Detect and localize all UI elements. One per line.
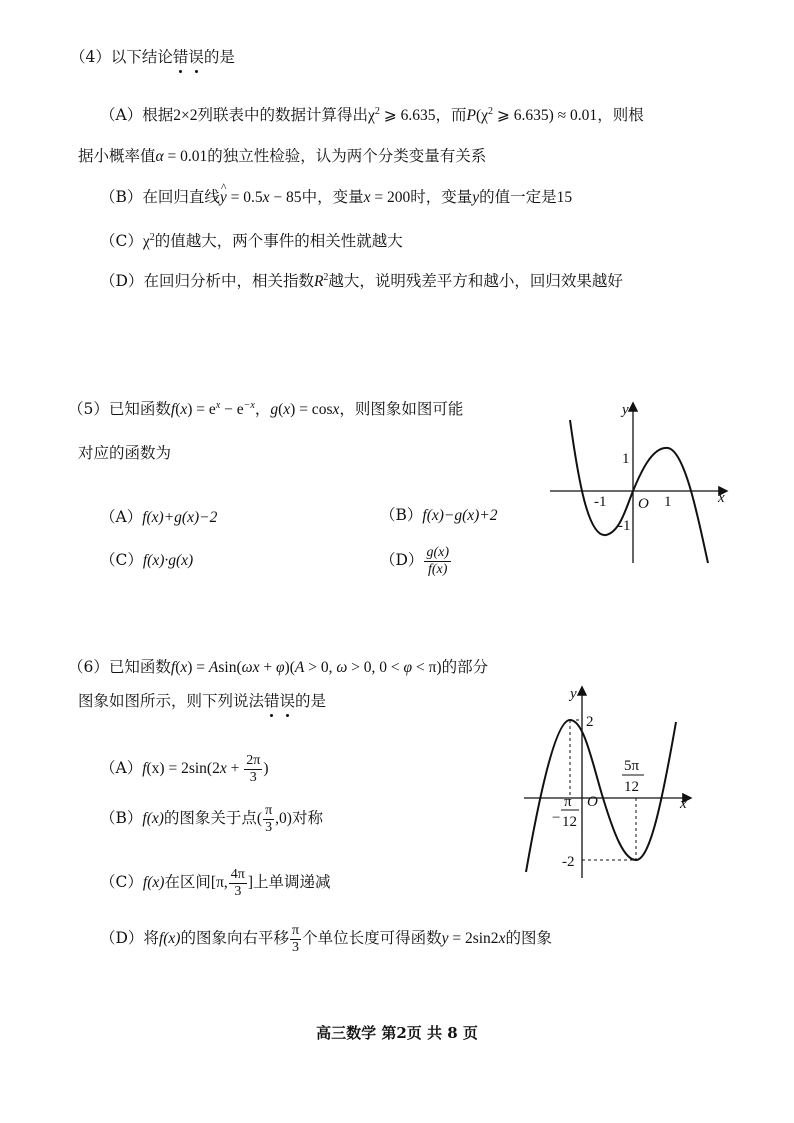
option-label: （A） (100, 508, 143, 526)
q4-option-b (100, 186, 572, 209)
math-text: sin( (218, 659, 242, 676)
math-text: ) (263, 760, 269, 777)
q5-number: （5） (68, 400, 109, 418)
q6-y-axis-label: y (570, 686, 577, 702)
q6-neg-frac-num: π (564, 794, 572, 810)
q4-stem-text: 以下结论 (110, 48, 173, 66)
q5-x-tick-pos: 1 (664, 494, 672, 510)
q5-option-b (380, 504, 498, 527)
math-superscript: 2 (488, 106, 494, 117)
math-text: ) = e (187, 401, 216, 418)
option-text: 的独立性检验，认为两个分类变量有关系 (207, 147, 487, 165)
math-text: α (155, 148, 164, 165)
math-text: (χ (475, 107, 489, 124)
option-label: （C） (100, 551, 143, 569)
q6-stem-line1 (68, 656, 488, 679)
fraction-denominator: f(x) (427, 561, 448, 577)
math-text: = 2sin2 (448, 930, 499, 947)
math-text: y (472, 189, 480, 206)
math-text: ⩾ 6.635 (379, 107, 436, 124)
math-text: ^ y (220, 187, 227, 209)
math-superscript: 2 (374, 106, 380, 117)
q6-x-axis-label: x (680, 796, 687, 812)
option-text: 在回归分析中，相关指数 (143, 272, 314, 290)
option-text: ，则根 (597, 106, 644, 124)
math-text: = 0.5 (226, 189, 263, 206)
math-text: y (441, 930, 449, 947)
math-text: ( (256, 810, 263, 827)
math-text: A (208, 659, 219, 676)
math-text: ] (247, 874, 254, 891)
option-text: 在区间 (164, 873, 211, 891)
q5-x-tick-neg: -1 (594, 494, 607, 510)
q5-stem-text: ，则图象如图可能 (339, 400, 464, 418)
option-text: 的图象向右平移 (180, 929, 289, 947)
q6-y-min-label: -2 (562, 854, 575, 870)
q6-option-c (100, 862, 331, 903)
option-text: 对称 (291, 809, 323, 827)
option-label: （D） (380, 551, 424, 569)
math-text: x (332, 401, 340, 418)
math-text: φ (403, 659, 413, 676)
math-text: f (142, 760, 147, 777)
option-text: 的值一定是 (479, 188, 557, 206)
math-superscript: 2 (323, 272, 329, 283)
q5-stem-line2 (78, 442, 171, 464)
math-text: P (466, 107, 476, 124)
fraction (290, 923, 301, 956)
q4-number: （4） (70, 48, 111, 66)
math-text: A (294, 659, 305, 676)
math-text: χ (367, 107, 375, 124)
fraction-numerator: π (291, 922, 300, 938)
q6-pos-frac-den: 12 (624, 779, 639, 795)
q6-option-d (100, 918, 552, 959)
option-text: 将 (143, 929, 159, 947)
q4-option-d (100, 270, 623, 293)
math-text: 2×2 (173, 107, 198, 124)
fraction-denominator: 3 (249, 769, 257, 785)
q4-stem (70, 46, 235, 68)
math-text: f(x)·g(x) (142, 552, 194, 569)
q6-function-graph (520, 682, 700, 882)
math-text: > 0, (304, 659, 337, 676)
math-text: + (259, 659, 276, 676)
option-text: 的图象关于点 (163, 809, 257, 827)
q6-origin-label: O (587, 794, 598, 810)
q4-option-a-line2 (78, 145, 486, 168)
fraction-numerator: π (265, 802, 273, 818)
fraction-numerator: 4π (230, 866, 245, 882)
math-text: x (283, 401, 291, 418)
fraction-denominator: 3 (292, 939, 300, 955)
option-text: 据小概率值 (78, 147, 156, 165)
math-text: ωx (241, 659, 260, 676)
q5-stem-text: 对应的函数为 (78, 444, 172, 462)
q6-number: （6） (68, 658, 109, 676)
math-text: > 0, 0 < (347, 659, 404, 676)
fraction (263, 803, 274, 836)
math-text: ⩾ 6.635) ≈ 0.01 (493, 107, 598, 124)
q5-option-a (100, 506, 217, 529)
q6-emphasis-char: 错 (264, 692, 280, 710)
option-text: 上单调递减 (253, 873, 331, 891)
math-text: (x) (147, 874, 165, 891)
math-text: (x) (163, 930, 181, 947)
option-text: 的值越大，两个事件的相关性就越大 (154, 232, 403, 250)
math-text: − 85 (269, 189, 302, 206)
math-text: 15 (556, 189, 573, 206)
math-text: f (142, 874, 148, 891)
math-text: (x) = 2sin(2 (146, 760, 220, 777)
math-text: x (180, 659, 188, 676)
q4-emphasis-char: 错 (172, 48, 189, 66)
q5-origin-label: O (638, 496, 649, 512)
math-text: − e (220, 401, 244, 418)
option-text: 个单位长度可得函数 (302, 929, 442, 947)
math-text: x (363, 189, 371, 206)
q6-neg-sign: − (552, 810, 561, 826)
math-text: ( (175, 401, 181, 418)
q5-option-c (100, 549, 193, 572)
option-label: （B） (100, 809, 143, 827)
q6-sine-curve (526, 720, 676, 872)
q6-option-a (100, 748, 268, 789)
option-text: 时，变量 (410, 188, 473, 206)
option-text: 中，变量 (301, 188, 364, 206)
fraction-numerator: 2π (246, 752, 261, 768)
fraction (244, 753, 262, 786)
q6-stem-text: 的是 (295, 692, 327, 710)
math-text: < π) (412, 659, 442, 676)
math-text: x (180, 401, 188, 418)
option-label: （A） (100, 759, 143, 777)
option-label: （C） (100, 873, 143, 891)
math-text: φ (275, 659, 285, 676)
q5-stem-line1 (68, 398, 463, 421)
math-text: ,0) (275, 810, 292, 827)
option-label: （B） (100, 188, 143, 206)
math-text: g (270, 401, 279, 418)
q5-function-graph (548, 398, 738, 568)
math-text: = 0.01 (163, 148, 208, 165)
option-text: 根据 (142, 106, 174, 124)
fraction (229, 867, 247, 900)
q6-pos-frac-num: 5π (624, 758, 640, 774)
q6-option-b (100, 798, 323, 839)
fraction (424, 545, 451, 578)
option-label: （B） (380, 506, 423, 524)
q4-option-c (100, 230, 403, 253)
math-text: ) = (187, 659, 209, 676)
math-superscript: 2 (149, 232, 155, 243)
math-text: [π, (210, 874, 228, 891)
q5-stem-text: ， (254, 400, 271, 418)
math-text: x (262, 189, 270, 206)
page-footer: 高三数学 第2页 共 8 页 (316, 1024, 478, 1042)
math-text: f (170, 401, 176, 418)
option-text: 越大，说明残差平方和越小，回归效果越好 (328, 272, 623, 290)
math-text: = 200 (370, 189, 411, 206)
q5-option-d (380, 540, 452, 580)
option-label: （D） (100, 272, 144, 290)
math-text: ( (175, 659, 181, 676)
q4-option-a-line1 (100, 104, 644, 127)
q6-stem-text: 的部分 (441, 658, 489, 676)
q4-stem-text: 的是 (203, 48, 235, 66)
q6-stem-line2 (78, 690, 326, 712)
fraction-denominator: 3 (265, 819, 273, 835)
q5-stem-text: 已知函数 (108, 400, 171, 418)
math-text: ) = cos (290, 401, 333, 418)
math-text: f (142, 810, 147, 827)
math-superscript: x (215, 400, 221, 411)
math-text: (x) (146, 810, 164, 827)
fraction-numerator: g(x) (426, 544, 449, 560)
option-text: 的图象 (505, 929, 552, 947)
option-text: 列联表中的数据计算得出 (197, 106, 368, 124)
q5-y-tick-pos: 1 (622, 451, 630, 467)
q6-stem-text: 图象如图所示，则下列说法 (78, 692, 265, 710)
math-text: f(x)−g(x)+2 (422, 507, 498, 524)
q6-stem-text: 已知函数 (108, 658, 171, 676)
option-label: （C） (100, 232, 143, 250)
math-text: f (170, 659, 176, 676)
q4-emphasis-char: 误 (188, 48, 204, 66)
option-text: ，而 (435, 106, 467, 124)
math-text: f (158, 930, 164, 947)
q5-y-tick-neg: -1 (618, 518, 631, 534)
option-label: （D） (100, 929, 144, 947)
q6-emphasis-char: 误 (279, 692, 296, 710)
math-text: R (313, 273, 324, 290)
q6-neg-frac-den: 12 (562, 814, 577, 830)
math-text: ω (336, 659, 348, 676)
math-text: χ (142, 233, 150, 250)
math-text: ( (278, 401, 284, 418)
q5-y-axis-label: y (622, 402, 629, 418)
math-text: )( (284, 659, 295, 676)
math-text: x (498, 930, 506, 947)
math-text: x (219, 760, 227, 777)
option-text: 在回归直线 (142, 188, 220, 206)
math-text: f(x)+g(x)−2 (142, 509, 218, 526)
fraction-denominator: 3 (234, 883, 242, 899)
math-superscript: −x (243, 400, 255, 411)
math-text: + (226, 760, 244, 777)
q6-y-max-label: 2 (586, 714, 594, 730)
q5-x-axis-label: x (718, 490, 725, 506)
option-label: （A） (100, 106, 143, 124)
